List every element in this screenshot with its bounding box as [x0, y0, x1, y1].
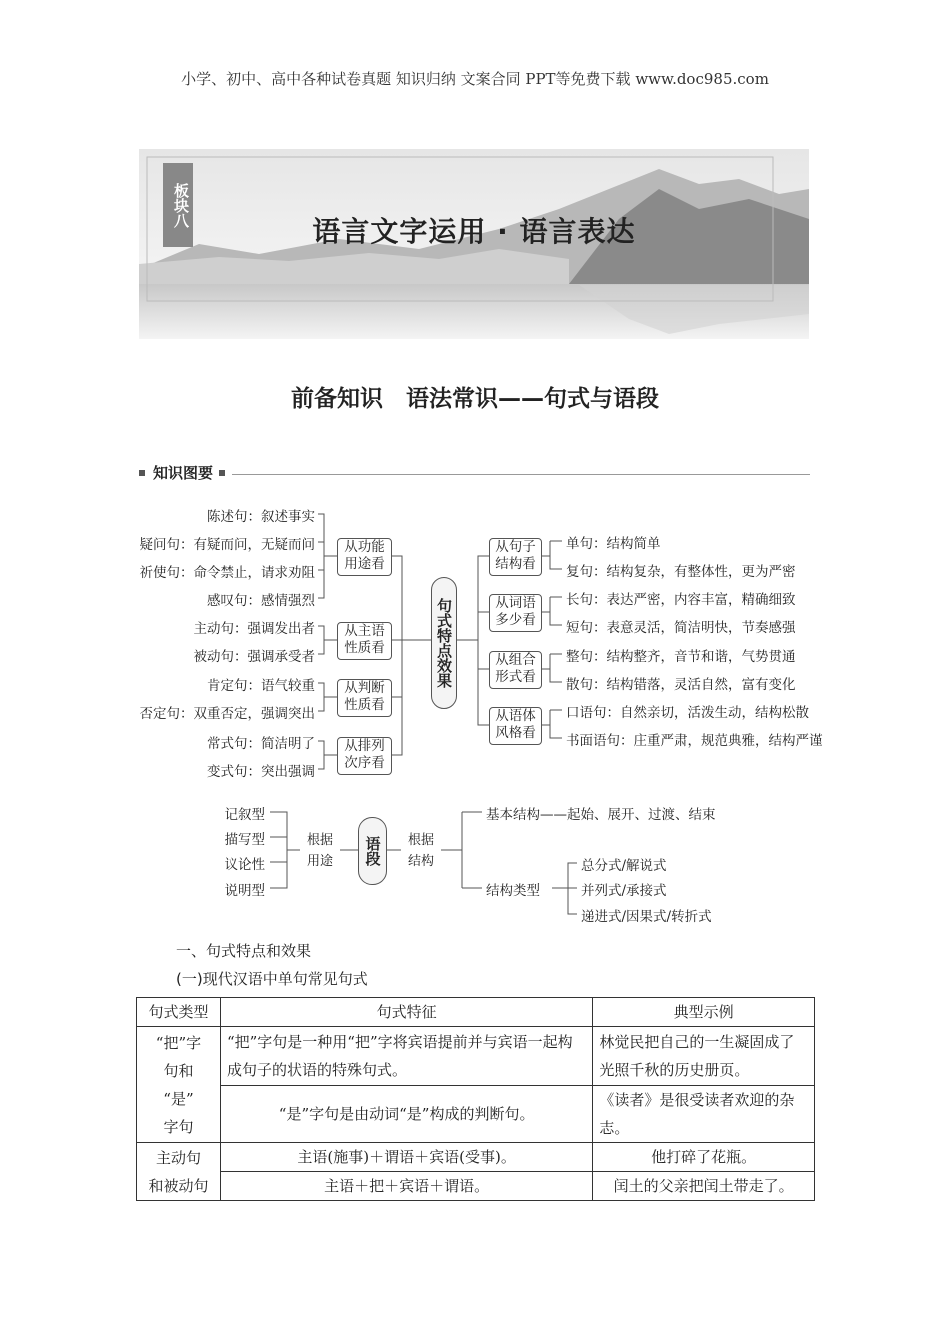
basic-structure: 基本结构——起始、展开、过渡、结束 [486, 807, 716, 823]
structure-type-item: 递进式/因果式/转折式 [581, 909, 712, 925]
sentence-type-item: 整句：结构整齐，音节和谐，气势贯通 [566, 649, 796, 665]
branch-label: 根据 用途 [300, 830, 340, 872]
table-row [137, 1143, 815, 1172]
category-box: 从语体 风格看 [489, 707, 542, 745]
table-cell-feature: 主语(施事)＋谓语＋宾语(受事)。 [220, 1143, 592, 1172]
sentence-type-item: 口语句：自然亲切，活泼生动，结构松散 [566, 705, 809, 721]
table-cell-feature: “把”字句是一种用“把”字将宾语提前并与宾语一起构成句子的状语的特殊句式。 [220, 1027, 592, 1086]
structure-types-label: 结构类型 [486, 883, 540, 899]
table-header: 句式特征 [220, 998, 592, 1027]
table-cell-feature: 主语＋把＋宾语＋谓语。 [220, 1172, 592, 1201]
table-cell-type: “把”字 句和 “是” 字句 [137, 1027, 221, 1143]
category-box: 从词语 多少看 [489, 594, 542, 632]
paragraph-type-item: 议论性 [224, 857, 265, 873]
subsection-heading: (一)现代汉语中单句常见句式 [176, 970, 368, 988]
table-cell-feature: “是”字句是由动词“是”构成的判断句。 [220, 1086, 592, 1143]
sentence-type-item: 祈使句：命令禁止，请求劝阻 [139, 565, 315, 581]
sentence-type-item: 复句：结构复杂，有整体性，更为严密 [566, 564, 796, 580]
section-heading: 一、句式特点和效果 [176, 942, 312, 960]
knowledge-map-heading-text: 知识图要 [153, 464, 214, 482]
sentence-type-item: 主动句：强调发出者 [193, 621, 315, 637]
structure-type-item: 并列式/承接式 [581, 883, 667, 899]
page-header: 小学、初中、高中各种试卷真题 知识归纳 文案合同 PPT等免费下载 www.doc985.com [181, 70, 769, 88]
table-cell-example: 闰土的父亲把闰土带走了。 [593, 1172, 815, 1201]
center-node-text: 句式特点效果 [435, 598, 453, 688]
sentence-type-item: 书面语句：庄重严肃，规范典雅，结构严谨 [566, 733, 823, 749]
sentence-type-item: 被动句：强调承受者 [193, 649, 315, 665]
table-cell-type: 主动句 和被动句 [137, 1143, 221, 1201]
paragraph-center-node [358, 817, 387, 885]
table-cell-example: 《读者》是很受读者欢迎的杂志。 [593, 1086, 815, 1143]
paragraph-type-item: 描写型 [224, 832, 265, 848]
table-header: 句式类型 [137, 998, 221, 1027]
table-header: 典型示例 [593, 998, 815, 1027]
paragraph-type-item: 记叙型 [224, 807, 265, 823]
structure-type-item: 总分式/解说式 [581, 858, 667, 874]
sentence-type-item: 感叹句：感情强烈 [207, 593, 315, 609]
center-node [431, 577, 457, 709]
page-title: 前备知识 语法常识——句式与语段 [291, 386, 659, 412]
table-row [137, 1172, 815, 1201]
sentence-pattern-table [136, 997, 815, 1201]
table-cell-example: 林觉民把自己的一生凝固成了光照千秋的历史册页。 [593, 1027, 815, 1086]
sentence-type-item: 肯定句：语气较重 [207, 678, 315, 694]
sentence-type-item: 单句：结构简单 [566, 536, 661, 552]
paragraph-type-item: 说明型 [224, 883, 265, 899]
sentence-type-item: 变式句：突出强调 [207, 764, 315, 780]
sentence-type-item: 陈述句：叙述事实 [207, 509, 315, 525]
branch-label: 根据 结构 [401, 830, 441, 872]
sentence-type-item: 疑问句：有疑而问，无疑而问 [139, 537, 315, 553]
table-row [137, 1027, 815, 1086]
sentence-type-item: 散句：结构错落，灵活自然，富有变化 [566, 677, 796, 693]
sentence-type-item: 长句：表达严密，内容丰富，精确细致 [566, 592, 796, 608]
category-box: 从功能 用途看 [337, 538, 392, 576]
category-box: 从组合 形式看 [489, 651, 542, 689]
table-cell-example: 他打碎了花瓶。 [593, 1143, 815, 1172]
section-label-text: 板块八 [172, 182, 190, 228]
sentence-type-item: 常式句：简洁明了 [207, 736, 315, 752]
sentence-type-item: 短句：表意灵活，简洁明快，节奏感强 [566, 620, 796, 636]
category-box: 从判断 性质看 [337, 679, 392, 717]
banner-title: 语言文字运用 · 语言表达 [312, 215, 636, 248]
table-header-row [137, 998, 815, 1027]
sentence-type-item: 否定句：双重否定，强调突出 [139, 706, 315, 722]
table-row [137, 1086, 815, 1143]
paragraph-center-text: 语段 [363, 836, 382, 866]
category-box: 从排列 次序看 [337, 737, 392, 775]
category-box: 从句子 结构看 [489, 538, 542, 576]
category-box: 从主语 性质看 [337, 622, 392, 660]
